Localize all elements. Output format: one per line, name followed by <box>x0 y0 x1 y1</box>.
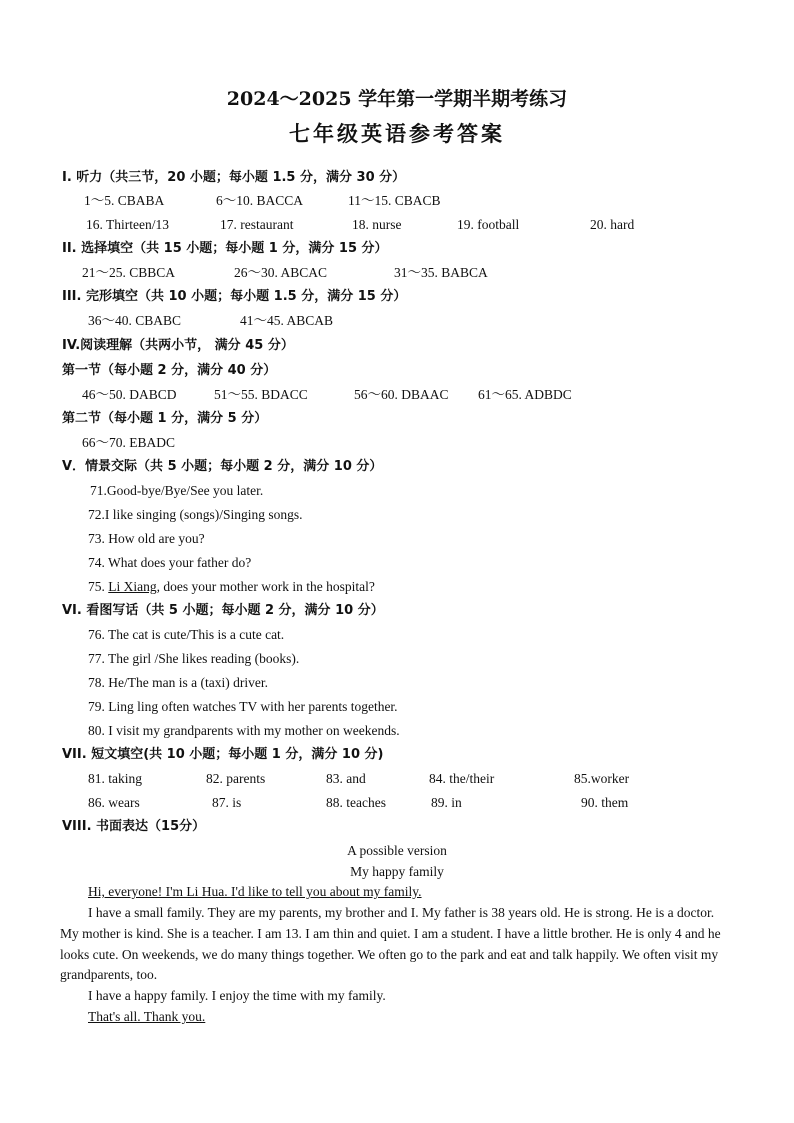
answer-group: 11～15. CBACB <box>348 193 441 208</box>
answer-group: 46～50. DABCD <box>82 387 177 402</box>
essay-title: My happy family <box>350 864 444 879</box>
answer-key-title: 七年级英语参考答案 <box>289 121 505 146</box>
answer-group: 56～60. DBAAC <box>354 387 449 402</box>
answer-item: 90. them <box>581 795 629 810</box>
answer-sentence: 80. I visit my grandparents with my mother on weekends. <box>88 723 400 738</box>
answer-item: 83. and <box>326 771 366 786</box>
answer-sentence: 74. What does your father do? <box>88 555 252 570</box>
answer-item: 86. wears <box>88 795 140 810</box>
answer-item: 18. nurse <box>352 217 402 232</box>
version-label: A possible version <box>347 843 447 858</box>
part-1-heading: 第一节（每小题 2 分，满分 40 分） <box>62 363 277 378</box>
section-1-heading: I. 听力（共三节，20 小题；每小题 1.5 分，满分 30 分） <box>62 170 406 185</box>
answer-item: 87. is <box>212 795 242 810</box>
answer-group: 1～5. CBABA <box>84 193 165 208</box>
section-3-heading: III. 完形填空（共 10 小题；每小题 1.5 分，满分 15 分） <box>62 289 407 304</box>
part-2-heading: 第二节（每小题 1 分，满分 5 分） <box>62 411 268 426</box>
answer-sentence-75 <box>88 579 375 595</box>
essay-opening: Hi, everyone! I'm Li Hua. I'd like to tell you about my family. <box>88 884 422 899</box>
answer-group: 31～35. BABCA <box>394 265 488 280</box>
essay-paragraph-2: I have a happy family. I enjoy the time with my family. <box>88 988 386 1003</box>
answer-sentence: 78. He/The man is a (taxi) driver. <box>88 675 268 690</box>
answer-group: 41～45. ABCAB <box>240 313 334 328</box>
answer-sentence: 76. The cat is cute/This is a cute cat. <box>88 627 285 642</box>
answer-sentence: 72.I like singing (songs)/Singing songs. <box>88 507 303 522</box>
answer-item: 85.worker <box>574 771 630 786</box>
underlined-name: Li Xiang <box>108 579 157 594</box>
answer-sentence: 73. How old are you? <box>88 531 205 546</box>
answer-group: 6～10. BACCA <box>216 193 304 208</box>
answer-group: 61～65. ADBDC <box>478 387 572 402</box>
answer-item: 89. in <box>431 795 462 810</box>
section-2-heading: II. 选择填空（共 15 小题；每小题 1 分，满分 15 分） <box>62 241 388 256</box>
section-6-heading: VI. 看图写话（共 5 小题；每小题 2 分，满分 10 分） <box>62 603 384 618</box>
answer-sentence: 77. The girl /She likes reading (books). <box>88 651 300 666</box>
exam-title: 2024～2025 学年第一学期半期考练习 <box>226 88 568 110</box>
essay-closing: That's all. Thank you. <box>88 1009 206 1024</box>
answer-item: 16. Thirteen/13 <box>86 217 169 232</box>
answer-group: 66～70. EBADC <box>82 435 176 450</box>
answer-item: 84. the/their <box>429 771 495 786</box>
item-number: 75. <box>88 579 109 594</box>
answer-item: 19. football <box>457 217 520 232</box>
answer-item: 17. restaurant <box>220 217 294 232</box>
section-7-heading: VII. 短文填空(共 10 小题；每小题 1 分，满分 10 分) <box>62 747 384 762</box>
answer-group: 36～40. CBABC <box>88 313 182 328</box>
section-4-heading: IV.阅读理解（共两小节， 满分 45 分） <box>62 338 294 353</box>
answer-sentence: 71.Good-bye/Bye/See you later. <box>90 483 264 498</box>
answer-group: 21～25. CBBCA <box>82 265 176 280</box>
sentence-rest: , does your mother work in the hospital? <box>156 579 375 594</box>
essay-paragraph-1: I have a small family. They are my parents, my brother and I. My father is 38 years old. He is strong. He is a doctor. My mother is kind. She is a teacher. I am 13. I am thin and quiet. I am a student. I have a little brother. He is only 4 and he looks cute. On weekends, we do many things together. We often go to the park and eat and talk happily. We often visit my grandparents, too. <box>60 905 721 983</box>
answer-item: 88. teaches <box>326 795 386 810</box>
answer-item: 20. hard <box>590 217 635 232</box>
answer-sentence: 79. Ling ling often watches TV with her parents together. <box>88 699 398 714</box>
answer-item: 82. parents <box>206 771 266 786</box>
answer-group: 26～30. ABCAC <box>234 265 328 280</box>
section-5-heading: V．情景交际（共 5 小题；每小题 2 分，满分 10 分） <box>62 459 383 474</box>
answer-group: 51～55. BDACC <box>214 387 308 402</box>
answer-item: 81. taking <box>88 771 142 786</box>
section-8-heading: VIII. 书面表达（15分） <box>62 819 206 834</box>
